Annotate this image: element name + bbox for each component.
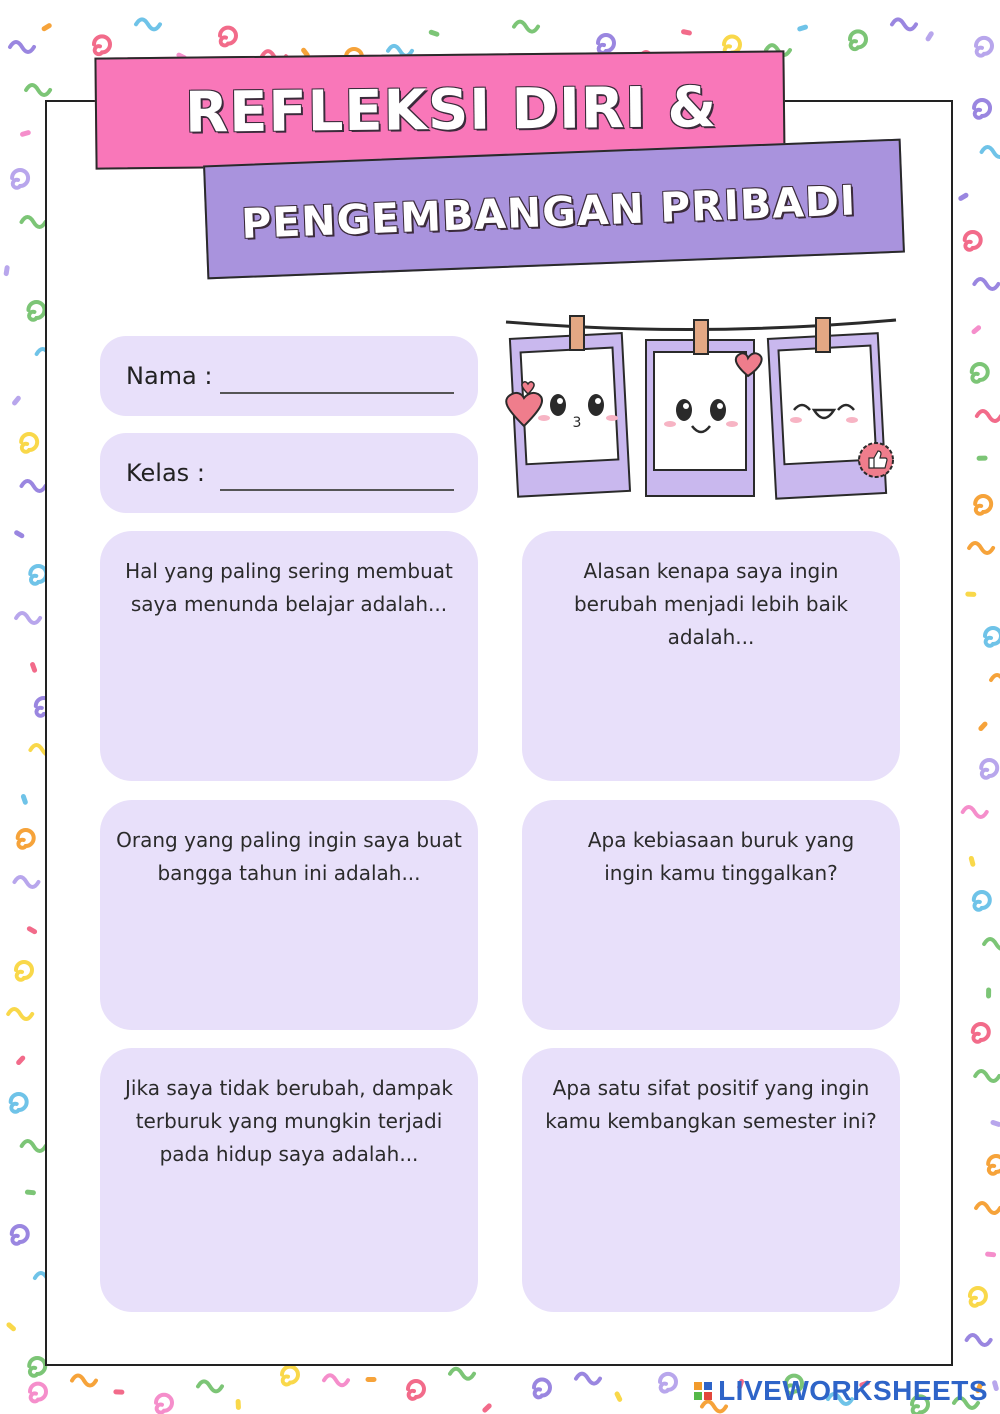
confetti-squiggle xyxy=(18,830,34,848)
confetti-squiggle xyxy=(991,675,1000,685)
brand-name: LIVEWORKSHEETS xyxy=(718,1375,988,1406)
confetti-squiggle xyxy=(12,1226,28,1244)
confetti-squiggle xyxy=(22,481,46,491)
confetti-squiggle xyxy=(967,1335,991,1345)
confetti-squiggle xyxy=(977,411,1000,421)
confetti-squiggle xyxy=(22,217,46,227)
confetti-squiggle xyxy=(981,760,997,778)
confetti-squiggle xyxy=(958,193,969,202)
confetti-squiggle xyxy=(969,856,975,867)
nama-input[interactable] xyxy=(220,392,454,394)
kelas-input[interactable] xyxy=(220,489,454,491)
answer-input-6[interactable] xyxy=(544,1196,878,1290)
confetti-squiggle xyxy=(797,25,808,32)
liveworksheets-grid-icon xyxy=(694,1382,712,1400)
confetti-squiggle xyxy=(429,30,440,37)
confetti-squiggle xyxy=(25,1190,35,1195)
confetti-squiggle xyxy=(985,628,1000,646)
confetti-squiggle xyxy=(966,592,976,597)
confetti-squiggle xyxy=(850,31,866,49)
title-line-1: REFLEKSI DIRI & xyxy=(184,75,718,146)
confetti-squiggle xyxy=(974,279,998,289)
confetti-squiggle xyxy=(534,1380,550,1398)
question-card-6 xyxy=(522,1048,900,1312)
confetti-squiggle xyxy=(12,395,21,405)
confetti-squiggle xyxy=(982,147,1000,157)
nama-label: Nama : xyxy=(126,362,213,390)
confetti-squiggle xyxy=(598,35,614,53)
kelas-label: Kelas : xyxy=(126,459,205,487)
confetti-squiggle xyxy=(482,1403,492,1413)
confetti-squiggle xyxy=(408,1381,424,1399)
confetti-squiggle xyxy=(282,1367,298,1385)
confetti-squiggle xyxy=(324,1375,348,1385)
question-card-3 xyxy=(100,800,478,1030)
confetti-squiggle xyxy=(12,170,28,188)
confetti-squiggle xyxy=(576,1374,600,1384)
confetti-squiggle xyxy=(14,530,25,538)
confetti-squiggle xyxy=(156,1395,172,1413)
confetti-squiggle xyxy=(614,1391,622,1402)
confetti-squiggle xyxy=(973,1024,989,1042)
confetti-squiggle xyxy=(681,29,692,35)
question-text: Orang yang paling ingin saya buat bangga tahun ini adalah... xyxy=(116,828,462,885)
confetti-squiggle xyxy=(6,1322,16,1332)
confetti-squiggle xyxy=(971,325,981,334)
confetti-squiggle xyxy=(978,721,988,731)
svg-text:3: 3 xyxy=(572,415,582,431)
answer-input-3[interactable] xyxy=(122,914,456,1008)
question-card-4 xyxy=(522,800,900,1030)
confetti-squiggle xyxy=(11,1094,27,1112)
nama-field xyxy=(100,336,478,416)
answer-input-2[interactable] xyxy=(544,665,878,759)
confetti-squiggle xyxy=(30,1384,46,1402)
confetti-squiggle xyxy=(41,23,52,32)
question-text: Hal yang paling sering membuat saya menunda belajar adalah... xyxy=(125,559,453,616)
confetti-squiggle xyxy=(976,1203,1000,1213)
confetti-squiggle xyxy=(992,1380,999,1391)
confetti-squiggle xyxy=(236,1399,241,1409)
confetti-squiggle xyxy=(114,1390,124,1395)
confetti-squiggle xyxy=(990,1120,1000,1127)
confetti-squiggle xyxy=(660,1374,676,1392)
confetti-squiggle xyxy=(21,794,28,805)
confetti-squiggle xyxy=(975,1071,999,1081)
confetti-squiggle xyxy=(969,543,993,553)
question-text: Alasan kenapa saya ingin berubah menjadi lebih baik adalah... xyxy=(573,559,848,649)
thumbs-up-badge-icon xyxy=(859,443,893,477)
confetti-squiggle xyxy=(198,1381,222,1391)
confetti-squiggle xyxy=(366,1378,376,1382)
confetti-squiggle xyxy=(16,1055,26,1065)
confetti-squiggle xyxy=(450,1369,474,1379)
confetti-squiggle xyxy=(30,566,46,584)
confetti-squiggle xyxy=(987,988,991,998)
answer-input-5[interactable] xyxy=(122,1196,456,1290)
confetti-squiggle xyxy=(21,434,37,452)
confetti-squiggle xyxy=(977,456,987,460)
question-card-5 xyxy=(100,1048,478,1312)
confetti-squiggle xyxy=(29,1358,45,1376)
kelas-field xyxy=(100,433,478,513)
confetti-squiggle xyxy=(16,962,32,980)
confetti-squiggle xyxy=(22,1141,46,1151)
title-line-2: PENGEMBANGAN PRIBADI xyxy=(240,176,858,248)
question-card-1 xyxy=(100,531,478,781)
answer-input-1[interactable] xyxy=(122,665,456,759)
confetti-squiggle xyxy=(974,892,990,910)
confetti-squiggle xyxy=(26,85,50,95)
confetti-squiggle xyxy=(963,807,987,817)
confetti-squiggle xyxy=(136,19,160,29)
confetti-squiggle xyxy=(925,31,934,42)
liveworksheets-logo[interactable] xyxy=(694,1376,988,1406)
confetti-squiggle xyxy=(30,662,37,673)
confetti-squiggle xyxy=(10,42,34,52)
confetti-squiggle xyxy=(16,613,40,623)
confetti-squiggle xyxy=(984,939,1000,949)
confetti-squiggle xyxy=(8,1009,32,1019)
confetti-squiggle xyxy=(514,22,538,32)
confetti-squiggle xyxy=(970,1288,986,1306)
confetti-squiggle xyxy=(94,36,110,54)
polaroid-photos-illustration xyxy=(498,306,902,506)
confetti-squiggle xyxy=(974,100,990,118)
confetti-squiggle xyxy=(14,877,38,887)
confetti-squiggle xyxy=(220,28,236,46)
question-card-2 xyxy=(522,531,900,781)
confetti-squiggle xyxy=(72,1376,96,1386)
confetti-squiggle xyxy=(975,496,991,514)
confetti-squiggle xyxy=(988,1156,1000,1174)
confetti-squiggle xyxy=(27,926,38,934)
question-text: Apa kebiasaan buruk yang ingin kamu tinggalkan? xyxy=(587,828,855,885)
confetti-squiggle xyxy=(20,130,31,137)
confetti-squiggle xyxy=(892,19,916,29)
question-text: Apa satu sifat positif yang ingin kamu kembangkan semester ini? xyxy=(545,1076,877,1133)
answer-input-4[interactable] xyxy=(544,914,878,1008)
question-text: Jika saya tidak berubah, dampak terburuk yang mungkin terjadi pada hidup saya adalah... xyxy=(125,1076,453,1166)
confetti-squiggle xyxy=(965,232,981,250)
confetti-squiggle xyxy=(985,1252,995,1257)
confetti-squiggle xyxy=(4,265,10,276)
confetti-squiggle xyxy=(972,364,988,382)
confetti-squiggle xyxy=(28,302,44,320)
confetti-squiggle xyxy=(976,38,992,56)
